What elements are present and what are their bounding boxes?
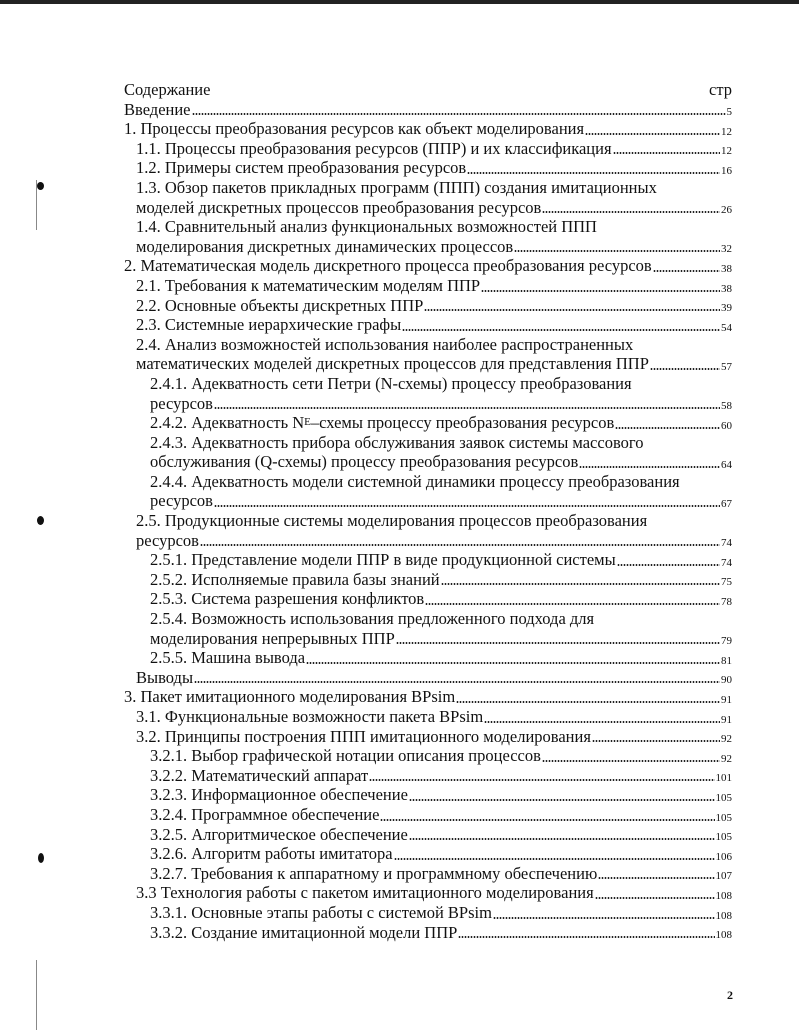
toc-entry — [124, 100, 732, 120]
dot-leader — [585, 133, 720, 135]
toc-entry-text: ресурсов — [136, 530, 199, 550]
dot-leader — [592, 740, 720, 742]
toc-page-number: 78 — [721, 596, 732, 609]
dot-leader — [613, 152, 720, 154]
toc-entry-text: ресурсов — [150, 393, 213, 413]
toc-page-number: 75 — [721, 576, 732, 589]
scan-edge-line — [36, 180, 37, 230]
toc-entries — [124, 100, 732, 943]
dot-leader — [200, 544, 720, 546]
toc-page-number: 57 — [721, 360, 732, 373]
toc-entry — [124, 158, 732, 178]
toc-page-number: 74 — [721, 537, 732, 550]
toc-entry — [124, 825, 732, 845]
toc-header — [124, 80, 732, 100]
toc-page-number: 106 — [715, 850, 732, 863]
toc-page-number: 92 — [721, 733, 732, 746]
toc-entry-text: 2.4. Анализ возможностей использования наиболее распространенных — [136, 334, 634, 354]
scan-top-border — [0, 0, 799, 4]
toc-entry-text: 3.3 Технология работы с пакетом имитационного моделирования — [136, 883, 594, 903]
dot-leader — [595, 897, 715, 899]
toc-entry-text: 1.3. Обзор пакетов прикладных программ (ППП) создания имитационных — [136, 177, 657, 197]
toc-page-number: 16 — [721, 164, 732, 177]
toc-page-number: 108 — [715, 929, 732, 942]
toc-entry-text: ресурсов — [150, 491, 213, 511]
toc-entry-text: 2.4.3. Адекватность прибора обслуживания заявок системы массового — [150, 432, 644, 452]
toc-entry-text: 3. Пакет имитационного моделирования BPsim — [124, 687, 456, 707]
toc-entry — [124, 256, 732, 276]
toc-page-number: 12 — [721, 125, 732, 138]
toc-page-number: 60 — [721, 419, 732, 432]
toc-entry — [124, 668, 732, 688]
toc-page-number: 91 — [721, 694, 732, 706]
dot-leader — [369, 779, 714, 781]
dot-leader — [380, 819, 714, 821]
toc-entry-text: 1.1. Процессы преобразования ресурсов (ППР) и их классификация — [136, 138, 612, 158]
toc-entry — [124, 903, 732, 923]
dot-leader — [481, 290, 720, 292]
dot-leader — [598, 877, 714, 879]
toc-entry — [124, 315, 732, 335]
toc-entry — [124, 276, 732, 296]
toc-entry-text: 2.4.2. Адекватность N — [150, 413, 305, 433]
dot-leader — [653, 270, 720, 272]
toc-page-number: 105 — [715, 791, 732, 804]
subscript: E — [304, 416, 311, 429]
toc-entry — [124, 883, 732, 903]
toc-page-number: 101 — [715, 772, 732, 785]
toc-entry-text: 2. Математическая модель дискретного процесса преобразования ресурсов — [124, 256, 652, 276]
toc-entry — [124, 609, 732, 648]
toc-entry — [124, 296, 732, 316]
toc-entry — [124, 766, 732, 786]
toc-entry — [124, 570, 732, 590]
toc-entry-text: 2.4.1. Адекватность сети Петри (N-схемы) процессу преобразования — [150, 373, 632, 393]
toc-entry — [124, 844, 732, 864]
toc-page-number: 12 — [721, 145, 732, 158]
toc-entry-text: 3.2.5. Алгоритмическое обеспечение — [150, 824, 408, 844]
dot-leader — [441, 583, 720, 585]
dot-leader — [394, 858, 715, 860]
toc-page-number: 92 — [721, 752, 732, 765]
toc-page-number: 105 — [715, 831, 732, 844]
toc-entry-text: моделирования непрерывных ППР — [150, 628, 395, 648]
toc-entry-text: –схемы процессу преобразования ресурсов — [310, 413, 615, 433]
toc-entry-text: обслуживания (Q-схемы) процессу преобразования ресурсов — [150, 452, 579, 472]
toc-page-number: 91 — [721, 713, 732, 726]
dot-leader — [409, 799, 715, 801]
toc-entry — [124, 433, 732, 472]
page-column-label: стр — [709, 80, 732, 99]
dot-leader — [306, 662, 720, 664]
toc-page-number: 5 — [726, 106, 732, 119]
toc-entry-text: 3.2.3. Информационное обеспечение — [150, 785, 408, 805]
toc-entry-text: 2.4.4. Адекватность модели системной динамики процессу преобразования — [150, 471, 680, 491]
dot-leader — [493, 917, 715, 919]
dot-leader — [514, 250, 720, 252]
toc-entry-text: 2.5.4. Возможность использования предложенного подхода для — [150, 609, 595, 629]
toc-entry-text: моделей дискретных процессов преобразования ресурсов — [136, 197, 542, 217]
scan-margin-marks — [0, 0, 60, 1034]
dot-leader — [402, 329, 720, 331]
toc-entry-text: 2.5.1. Представление модели ППР в виде продукционной системы — [150, 550, 616, 570]
toc-page-number: 38 — [721, 262, 732, 275]
dot-leader — [424, 309, 720, 311]
toc-entry — [124, 178, 732, 217]
toc-entry-text: 2.1. Требования к математическим моделям ППР — [136, 275, 481, 295]
toc-entry-text: математических моделей дискретных процессов для представления ППР — [136, 354, 649, 374]
dot-leader — [542, 760, 720, 762]
toc-entry-text: 2.5.5. Машина вывода — [150, 648, 306, 668]
toc-page-number: 108 — [715, 889, 732, 902]
toc-entry-text: 3.2.6. Алгоритм работы имитатора — [150, 844, 393, 864]
toc-page-number: 39 — [721, 302, 732, 315]
toc-entry-text: Введение — [124, 99, 191, 119]
toc-entry-text: 3.2.1. Выбор графической нотации описания процессов — [150, 746, 541, 766]
toc-entry — [124, 864, 732, 884]
toc-entry-text: 2.3. Системные иерархические графы — [136, 315, 402, 335]
toc-entry — [124, 727, 732, 747]
toc-entry — [124, 687, 732, 707]
dot-leader — [194, 681, 720, 683]
dot-leader — [617, 564, 720, 566]
dot-leader — [456, 701, 720, 703]
toc-entry — [124, 923, 732, 943]
toc-entry-text: 3.2. Принципы построения ППП имитационного моделирования — [136, 726, 591, 746]
toc-entry — [124, 707, 732, 727]
toc-entry-text: 2.5.3. Система разрешения конфликтов — [150, 589, 425, 609]
dot-leader — [579, 466, 720, 468]
toc-entry-text: 3.2.7. Требования к аппаратному и программному обеспечению — [150, 863, 598, 883]
toc-entry-text: 3.2.4. Программное обеспечение — [150, 804, 380, 824]
toc-entry-text: Выводы — [136, 667, 194, 687]
dot-leader — [396, 642, 720, 644]
dot-leader — [542, 211, 720, 213]
toc-entry — [124, 139, 732, 159]
toc-entry — [124, 648, 732, 668]
toc-entry-text: 2.2. Основные объекты дискретных ППР — [136, 295, 424, 315]
toc-entry-text: 3.3.2. Создание имитационной модели ППР — [150, 922, 458, 942]
toc-page-number: 54 — [721, 321, 732, 334]
toc-entry — [124, 785, 732, 805]
toc-page-number: 58 — [721, 400, 732, 413]
table-of-contents — [124, 80, 732, 942]
toc-page-number: 74 — [721, 556, 732, 569]
punch-dot — [38, 853, 44, 863]
toc-entry — [124, 119, 732, 139]
toc-entry — [124, 335, 732, 374]
toc-entry-text: 2.5. Продукционные системы моделирования процессов преобразования — [136, 511, 648, 531]
toc-entry-text: 3.3.1. Основные этапы работы с системой BPsim — [150, 902, 492, 922]
toc-page-number: 38 — [721, 282, 732, 295]
punch-dot — [37, 182, 44, 190]
dot-leader — [615, 427, 720, 429]
dot-leader — [409, 838, 715, 840]
dot-leader — [467, 172, 720, 174]
dot-leader — [484, 721, 720, 723]
toc-entry-text: 3.2.2. Математический аппарат — [150, 765, 369, 785]
dot-leader — [192, 113, 726, 115]
dot-leader — [214, 407, 720, 409]
toc-page-number: 26 — [721, 204, 732, 217]
toc-page-number: 90 — [721, 674, 732, 687]
toc-page-number: 107 — [715, 870, 732, 883]
dot-leader — [214, 505, 720, 507]
toc-entry — [124, 589, 732, 609]
toc-title: Содержание — [124, 80, 211, 99]
toc-page-number: 79 — [721, 635, 732, 648]
toc-entry-text: моделирования дискретных динамических процессов — [136, 236, 514, 256]
toc-page-number: 67 — [721, 498, 732, 511]
dot-leader — [650, 368, 720, 370]
toc-entry-text: 1.4. Сравнительный анализ функциональных возможностей ППП — [136, 217, 597, 237]
toc-entry-text: 1. Процессы преобразования ресурсов как объект моделирования — [124, 119, 585, 139]
toc-entry — [124, 805, 732, 825]
toc-entry — [124, 374, 732, 413]
toc-entry — [124, 472, 732, 511]
toc-page-number: 105 — [715, 811, 732, 824]
punch-dot — [37, 516, 44, 525]
toc-entry-text: 1.2. Примеры систем преобразования ресурсов — [136, 158, 467, 178]
toc-entry — [124, 217, 732, 256]
scan-edge-line — [36, 960, 37, 1030]
dot-leader — [458, 936, 714, 938]
toc-entry-text: 3.1. Функциональные возможности пакета BPsim — [136, 707, 484, 726]
toc-entry — [124, 746, 732, 766]
toc-entry — [124, 550, 732, 570]
toc-entry — [124, 413, 732, 433]
toc-entry — [124, 511, 732, 550]
page-number: 2 — [727, 988, 733, 1002]
toc-entry-text: 2.5.2. Исполняемые правила базы знаний — [150, 569, 440, 589]
toc-page-number: 64 — [721, 458, 732, 471]
toc-page-number: 32 — [721, 243, 732, 256]
dot-leader — [425, 603, 720, 605]
toc-page-number: 81 — [721, 654, 732, 667]
toc-page-number: 108 — [715, 909, 732, 922]
